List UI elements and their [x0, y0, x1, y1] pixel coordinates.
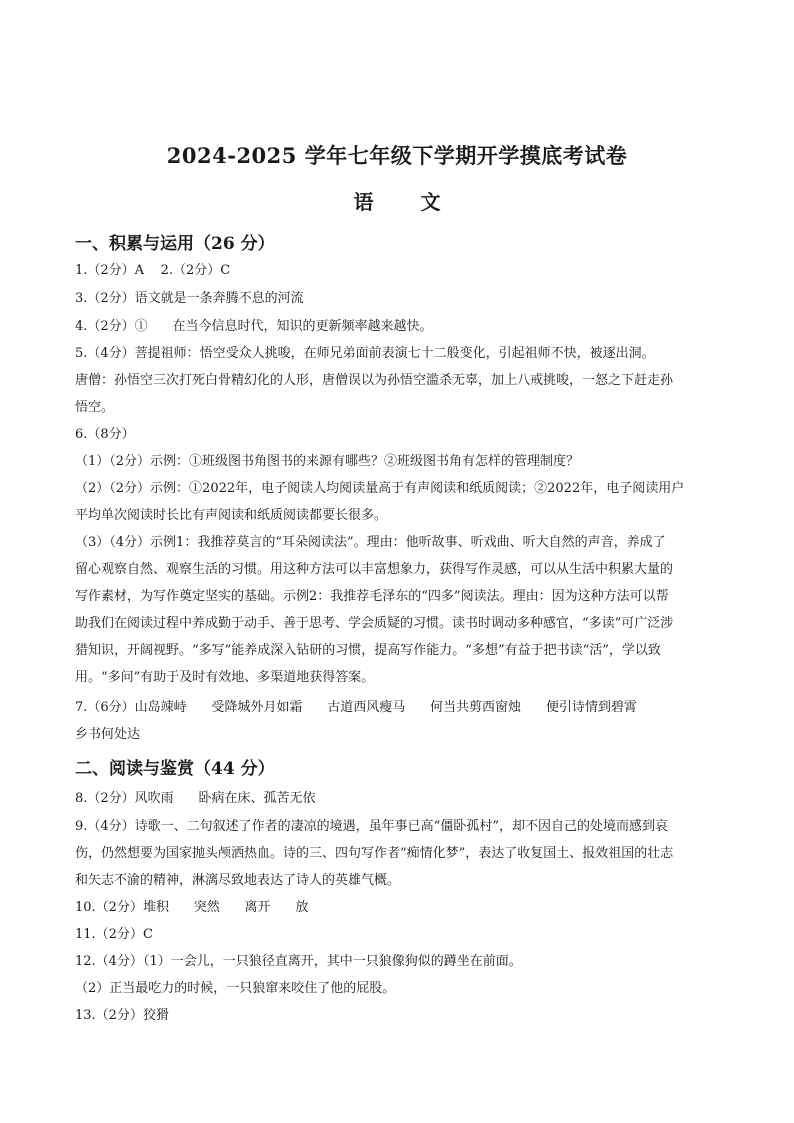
- answer-line: 用。“多问”有助于及时有效地、多渠道地获得答案。: [75, 670, 375, 685]
- answer-line: 10.（2分）堆积 突然 离开 放: [75, 900, 309, 915]
- section-heading-reading: 二、阅读与鉴赏（44 分）: [75, 759, 275, 779]
- answer-line: 13.（2分）狡猾: [75, 1008, 169, 1023]
- answer-line: 伤，仍然想要为国家抛头颅洒热血。诗的三、四句写作者“痴情化梦”，表达了收复国土、报效祖国的壮志: [75, 846, 674, 861]
- answer-line: 1.（2分）A 2.（2分）C: [75, 263, 231, 278]
- answer-line: 留心观察自然、观察生活的习惯。用这种方法可以丰富想象力，获得写作灵感，可以从生活中积累大量的: [75, 562, 674, 577]
- answer-line: （2）（2分）示例：①2022年，电子阅读人均阅读量高于有声阅读和纸质阅读；②2022年，电子阅读用户: [75, 481, 685, 496]
- answer-line: 8.（2分）风吹雨 卧病在床、孤苦无依: [75, 791, 316, 806]
- answer-line: 9.（4分）诗歌一、二句叙述了作者的凄凉的境遇，虽年事已高“僵卧孤村”，却不因自己的处境而感到哀: [75, 819, 668, 834]
- answer-line: 6.（8分）: [75, 427, 135, 442]
- section-heading-accumulation: 一、积累与运用（26 分）: [75, 234, 275, 254]
- answer-line: 猎知识，开阔视野。“多写”能养成深入钻研的习惯，提高写作能力。“多想”有益于把书读“活”，学以致: [75, 643, 661, 658]
- answer-line: （1）（2分）示例：①班级图书角图书的来源有哪些？②班级图书角有怎样的管理制度？: [75, 454, 580, 469]
- answer-line: （3）（4分）示例1：我推荐莫言的“耳朵阅读法”。理由：他听故事、听戏曲、听大自然的声音，养成了: [75, 535, 666, 550]
- answer-line: （2）正当最吃力的时候，一只狼窜来咬住了他的屁股。: [75, 981, 396, 996]
- answer-line: 12.（4分）（1）一会儿，一只狼径直离开，其中一只狼像狗似的蹲坐在前面。: [75, 954, 522, 969]
- answer-line: 悟空。: [75, 400, 115, 415]
- answer-line: 平均单次阅读时长比有声阅读和纸质阅读都要长很多。: [75, 508, 388, 523]
- answer-line: 唐僧：孙悟空三次打死白骨精幻化的人形，唐僧误以为孙悟空滥杀无辜，加上八戒挑唆，一怒之下赶走孙: [75, 373, 674, 388]
- answer-line: 4.（2分）① 在当今信息时代，知识的更新频率越来越快。: [75, 319, 433, 334]
- answer-line: 11.（2分）C: [75, 927, 153, 942]
- page-title: 2024-2025 学年七年级下学期开学摸底考试卷: [166, 143, 628, 168]
- answer-line: 写作素材，为写作奠定坚实的基础。示例2：我推荐毛泽东的“四多”阅读法。理由：因为这种方法可以帮: [75, 589, 669, 604]
- answer-line: 助我们在阅读过程中养成勤于动手、善于思考、学会质疑的习惯。读书时调动多种感官，“多读”可广泛涉: [75, 616, 674, 631]
- subject-title: 语 文: [353, 190, 461, 214]
- answer-line: 3.（2分）语文就是一条奔腾不息的河流: [75, 291, 304, 306]
- answer-line: 5.（4分）菩提祖师：悟空受众人挑唆，在师兄弟面前表演七十二般变化，引起祖师不快，被逐出洞。: [75, 346, 655, 361]
- answer-line: 乡书何处达: [75, 727, 141, 742]
- answer-line: 7.（6分）山岛竦峙 受降城外月如霜 古道西风瘦马 何当共剪西窗烛 便引诗情到碧霄: [75, 700, 637, 715]
- answer-line: 和矢志不渝的精神，淋漓尽致地表达了诗人的英雄气概。: [75, 873, 401, 888]
